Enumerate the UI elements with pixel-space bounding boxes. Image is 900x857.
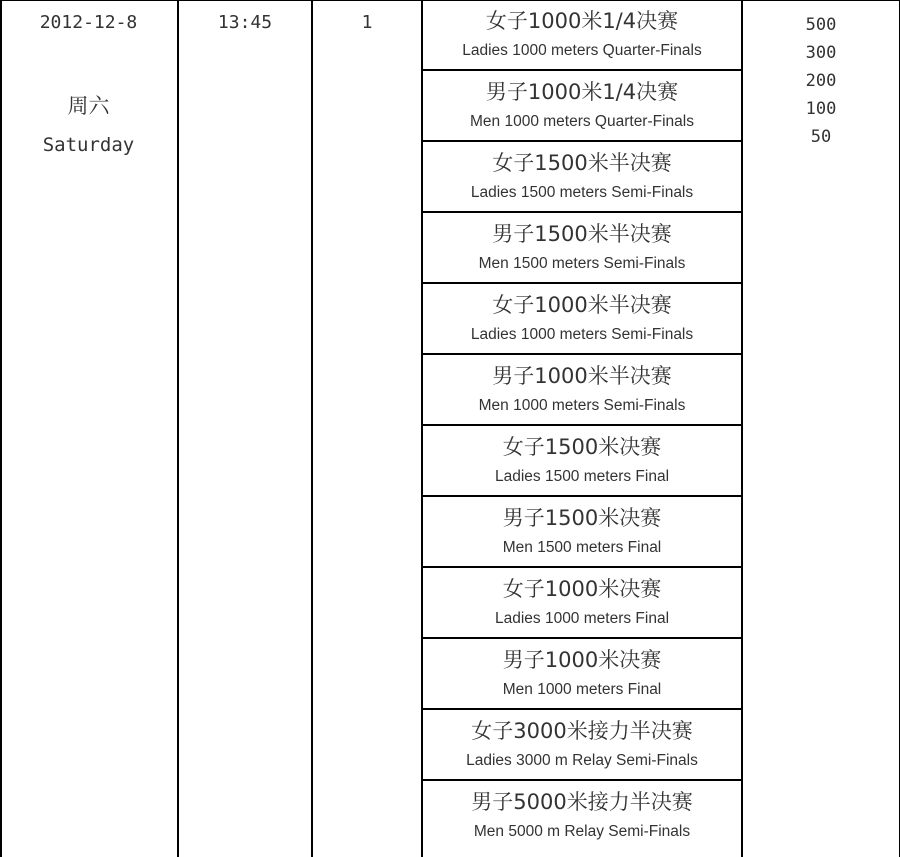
event-row <box>423 781 741 852</box>
event-name-english: Men 1500 meters Semi-Finals <box>478 255 686 272</box>
points-value: 500 <box>805 15 837 35</box>
event-name-chinese: 男子1000米1/4决赛 <box>485 80 679 104</box>
event-row <box>423 497 741 568</box>
event-name-chinese: 男子5000米接力半决赛 <box>471 790 693 814</box>
event-name-english: Men 1500 meters Final <box>502 539 662 556</box>
event-name-chinese: 女子1500米决赛 <box>502 435 662 459</box>
event-name-english: Men 1000 meters Final <box>502 681 662 698</box>
event-name-chinese: 男子1500米决赛 <box>502 506 662 530</box>
time-cell: 13:45 <box>217 12 273 33</box>
event-row <box>423 639 741 710</box>
event-name-english: Ladies 1000 meters Quarter-Finals <box>462 42 702 59</box>
date-text: 2012-12-8 <box>39 12 138 33</box>
event-name-chinese: 女子1000米决赛 <box>502 577 662 601</box>
event-name-english: Ladies 1000 meters Final <box>494 610 670 627</box>
event-name-chinese: 男子1500米半决赛 <box>492 222 672 246</box>
event-row <box>423 284 741 355</box>
points-column <box>743 0 899 147</box>
events-column <box>423 0 741 852</box>
event-name-chinese: 女子3000米接力半决赛 <box>471 719 693 743</box>
event-name-chinese: 男子1000米决赛 <box>502 648 662 672</box>
column-divider <box>311 0 313 857</box>
event-name-chinese: 女子1000米半决赛 <box>492 293 672 317</box>
event-name-chinese: 女子1500米半决赛 <box>492 151 672 175</box>
event-name-english: Men 1000 meters Semi-Finals <box>478 397 686 414</box>
points-value: 300 <box>805 43 837 63</box>
event-row <box>423 710 741 781</box>
event-row <box>423 71 741 142</box>
event-name-chinese: 女子1000米1/4决赛 <box>485 9 679 33</box>
event-row <box>423 0 741 71</box>
event-name-english: Men 1000 meters Quarter-Finals <box>470 113 694 130</box>
event-row <box>423 568 741 639</box>
event-row <box>423 426 741 497</box>
event-name-chinese: 男子1000米半决赛 <box>492 364 672 388</box>
weekday-chinese: 周六 <box>67 94 110 118</box>
event-row <box>423 355 741 426</box>
event-row <box>423 142 741 213</box>
points-value: 50 <box>810 127 832 147</box>
event-name-english: Ladies 1500 meters Semi-Finals <box>470 184 694 201</box>
event-name-english: Men 5000 m Relay Semi-Finals <box>473 823 691 840</box>
points-value: 100 <box>805 99 837 119</box>
points-value: 200 <box>805 71 837 91</box>
weekday-english: Saturday <box>42 134 135 156</box>
session-number-cell: 1 <box>361 12 373 33</box>
event-name-english: Ladies 3000 m Relay Semi-Finals <box>466 752 698 769</box>
event-row <box>423 213 741 284</box>
column-divider <box>177 0 179 857</box>
event-name-english: Ladies 1500 meters Final <box>494 468 670 485</box>
event-name-english: Ladies 1000 meters Semi-Finals <box>470 326 694 343</box>
